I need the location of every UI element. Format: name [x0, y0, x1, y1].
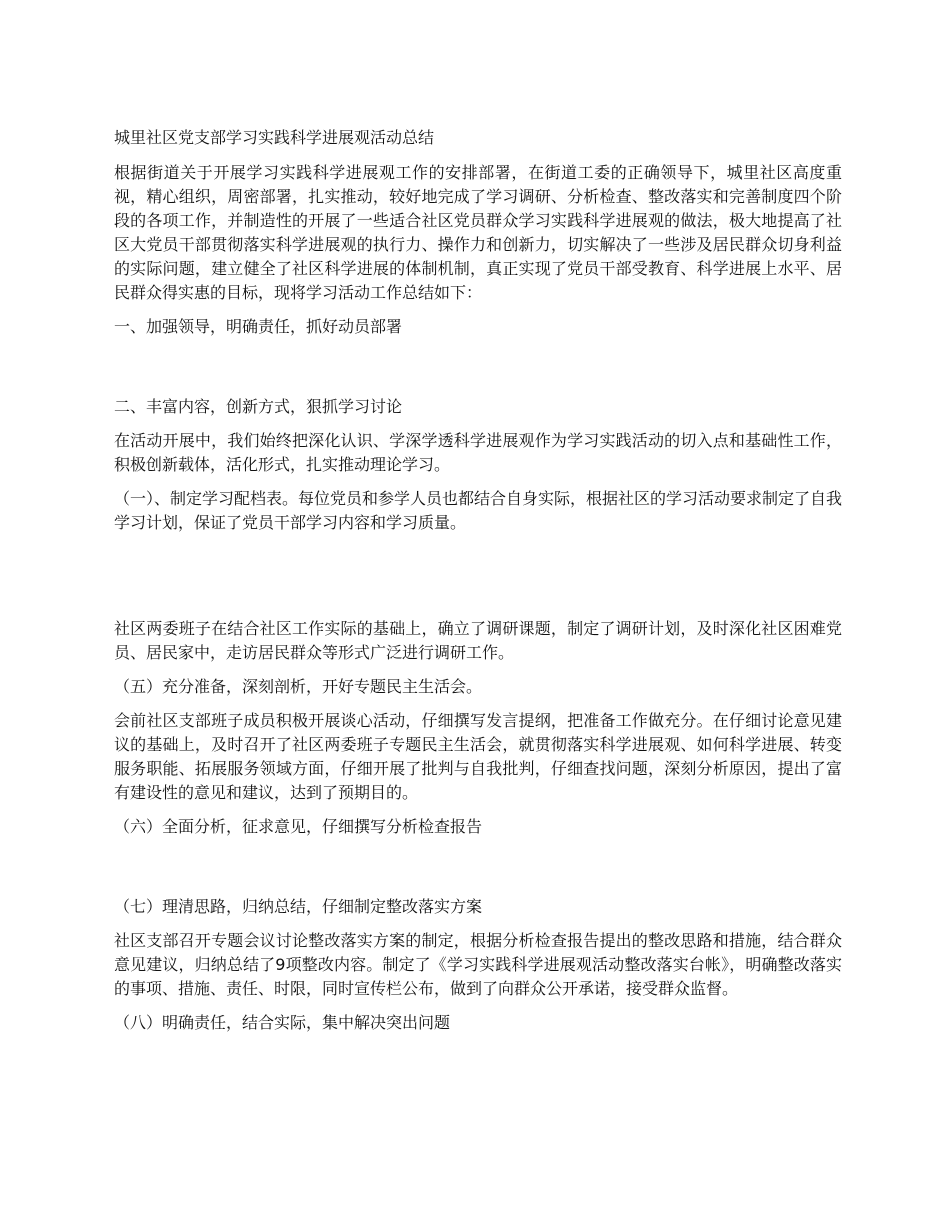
- subsection-7: （七）理清思路，归纳总结，仔细制定整改落实方案: [114, 897, 483, 916]
- research-paragraph: 社区两委班子在结合社区工作实际的基础上，确立了调研课题，制定了调研计划，及时深化社区困难党员、居民家中，走访居民群众等形式广泛进行调研工作。: [114, 619, 842, 662]
- subsection-5: （五）充分准备，深刻剖析，开好专题民主生活会。: [114, 677, 483, 696]
- section-heading-1: 一、加强领导，明确责任，抓好动员部署: [114, 317, 403, 336]
- subsection-8: （八）明确责任，结合实际，集中解决突出问题: [114, 1013, 451, 1032]
- document-body: [114, 126, 842, 1035]
- intro-paragraph: 根据街道关于开展学习实践科学进展观工作的安排部署，在街道工委的正确领导下，城里社区高度重视，精心组织，周密部署，扎实推动，较好地完成了学习调研、分析检查、整改落实和完善制度四个阶段的各项工作，并制造性的开展了一些适合社区党员群众学习实践科学进展观的做法，极大地提高了社区大党员干部贯彻落实科学进展观的执行力、操作力和创新力，切实解决了一些涉及居民群众切身利益的实际问题，建立健全了社区科学进展的体制机制，真正实现了党员干部受教育、科学进展上水平、居民群众得实惠的目标，现将学习活动工作总结如下：: [114, 163, 842, 302]
- subsection-1: （一）、制定学习配档表。每位党员和参学人员也都结合自身实际，根据社区的学习活动要求制定了自我学习计划，保证了党员干部学习内容和学习质量。: [114, 489, 843, 532]
- section-heading-2: 二、丰富内容，创新方式，狠抓学习讨论: [114, 397, 403, 416]
- rectification-paragraph: 社区支部召开专题会议讨论整改落实方案的制定，根据分析检查报告提出的整改思路和措施，结合群众意见建议，归纳总结了9项整改内容。制定了《学习实践科学进展观活动整改落实台帐》，明确整改落实的事项、措施、责任、时限，同时宣传栏公布，做到了向群众公开承诺，接受群众监督。: [114, 931, 842, 998]
- subsection-6: （六）全面分析，征求意见，仔细撰写分析检查报告: [114, 817, 483, 836]
- document-title: 城里社区党支部学习实践科学进展观活动总结: [114, 128, 435, 147]
- meeting-paragraph: 会前社区支部班子成员积极开展谈心活动，仔细撰写发言提纲，把准备工作做充分。在仔细讨论意见建议的基础上，及时召开了社区两委班子专题民主生活会，就贯彻落实科学进展观、如何科学进展、转变服务职能、拓展服务领域方面，仔细开展了批判与自我批判，仔细查找问题，深刻分析原因，提出了富有建设性的意见和建议，达到了预期目的。: [114, 711, 842, 802]
- study-paragraph: 在活动开展中，我们始终把深化认识、学深学透科学进展观作为学习实践活动的切入点和基础性工作，积极创新载体，活化形式，扎实推动理论学习。: [114, 431, 842, 474]
